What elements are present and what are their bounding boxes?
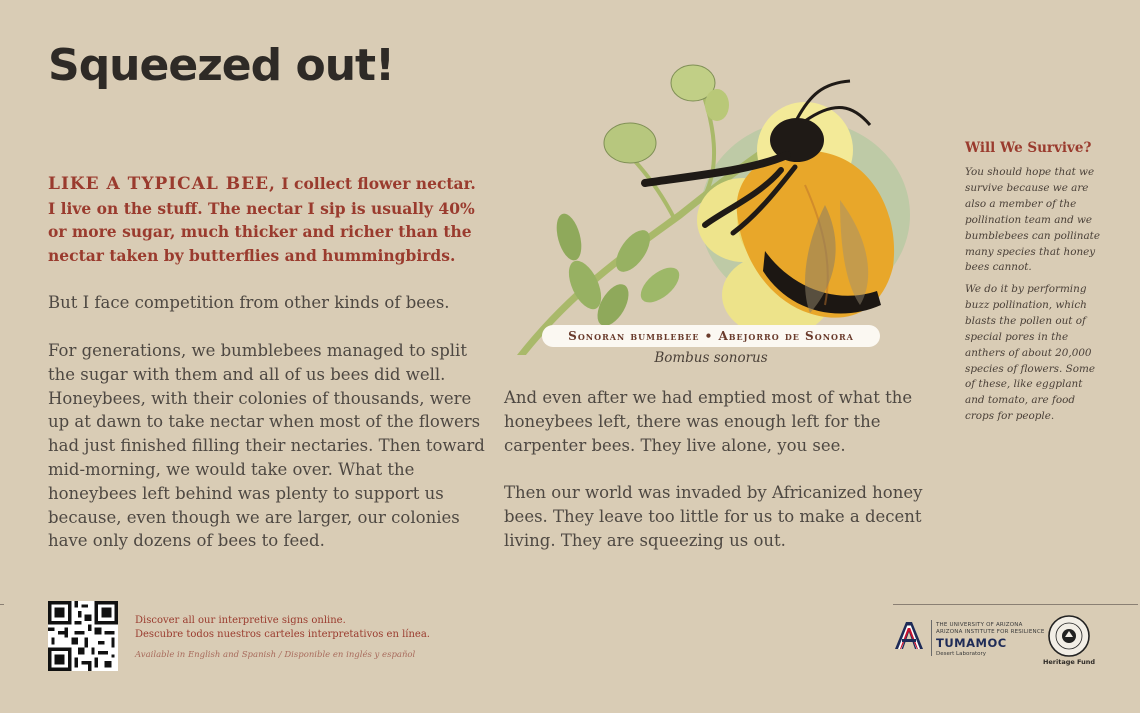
paragraph-competition: But I face competition from other kinds of bees. (48, 293, 450, 312)
lead-rest: I collect flower nectar. I live on the stuff. The nectar I sip is usually 40% or more sugar, much thicker and richer than the nectar taken by butterflies and hummingbirds. (48, 174, 476, 265)
footer-divider-left (0, 604, 4, 605)
illustration-caption: Sonoran bumblebee • Abejorro de Sonora (542, 325, 880, 347)
footer-divider-right (893, 604, 1138, 605)
logo-divider (931, 620, 932, 656)
footer-line-spanish: Descubre todos nuestros carteles interpretativos en línea. (135, 629, 430, 640)
illustration-latin-name: Bombus sonorus (654, 350, 768, 366)
desert-lab-line: Desert Laboratory (936, 651, 986, 657)
paragraph-generations: For generations, we bumblebees managed to split the sugar with them and all of us bees did well. Honeybees, with their colonies of thousands, were up at dawn to take nectar when most of the flowers had just finished filling their nectaries. Then toward mid-morning, we would take over. What the honeybees left behind was plenty to support us because, even though we are larger, our colonies have only dozens of bees to feed. (48, 341, 485, 551)
footer-line-languages: Available in English and Spanish / Disponible en inglés y español (135, 650, 416, 660)
university-of-arizona-logo-icon (893, 620, 925, 650)
page-title: Squeezed out! (48, 40, 395, 91)
heritage-fund-seal-icon (1048, 615, 1090, 657)
tumamoc-wordmark: TUMAMOC (936, 636, 1007, 650)
lead-caps: LIKE A TYPICAL BEE, (48, 174, 276, 194)
heritage-fund-label: Heritage Fund (1042, 658, 1096, 666)
qr-code-icon[interactable] (48, 601, 118, 671)
lead-paragraph (48, 172, 478, 267)
footer-line-english: Discover all our interpretive signs online. (135, 615, 346, 626)
sidebar-text-1: You should hope that we survive because we are also a member of the pollination team and we bumblebees can pollinate many species that honey bees cannot. (965, 166, 1101, 274)
sidebar-text-2: We do it by performing buzz pollination, which blasts the pollen out of special pores in the anthers of about 20,000 species of flowers. Some of these, like eggplant and tomato, are food crops for people. (965, 283, 1095, 423)
ua-institute-line: ARIZONA INSTITUTE FOR RESILIENCE (936, 629, 1045, 635)
paragraph-carpenter-bees: And even after we had emptied most of what the honeybees left, there was enough left for the carpenter bees. They live alone, you see. (504, 388, 913, 455)
paragraph-africanized: Then our world was invaded by Africanized honey bees. They leave too little for us to make a decent living. They are squeezing us out. (504, 483, 923, 550)
bumblebee-illustration (505, 55, 920, 355)
ua-name-line: THE UNIVERSITY OF ARIZONA (936, 622, 1023, 628)
sidebar-title: Will We Survive? (965, 140, 1092, 156)
